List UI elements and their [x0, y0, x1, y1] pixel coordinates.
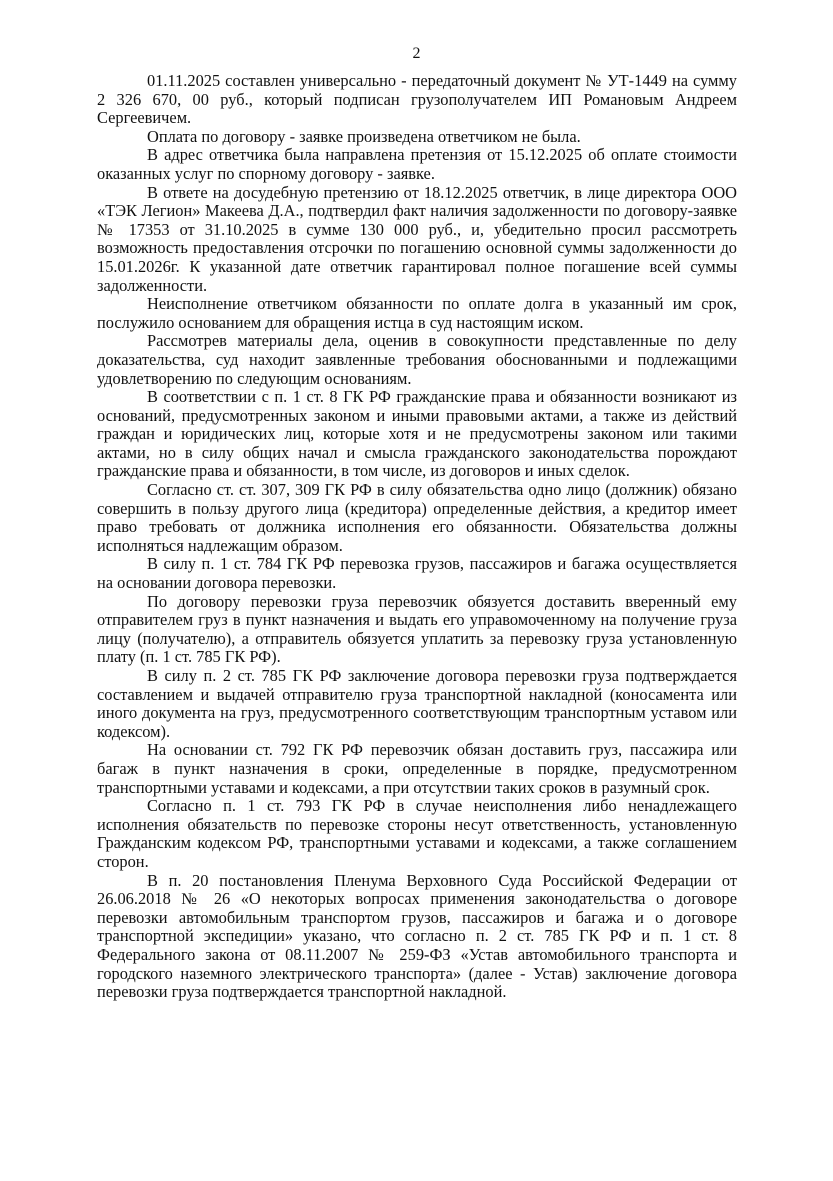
paragraph-civil-code-art-784: В силу п. 1 ст. 784 ГК РФ перевозка грузов, пассажиров и багажа осуществляется на основании договора перевозки.	[97, 554, 737, 593]
paragraph-claim-response: В ответе на досудебную претензию от 18.12.2025 ответчик, в лице директора ООО «ТЭК Легион» Макеева Д.А., подтвердил факт наличия задолженности по договору-заявке № 17353 от 31.10.2025 в сумме 130 000 руб., и, убедительно просил рассмотреть возможность предоставления отсрочки по погашению основной суммы задолженности до 15.01.2026г. К указанной дате ответчик гарантировал полное погашение всей суммы задолженности.	[97, 182, 737, 295]
paragraph-nonperformance: Неисполнение ответчиком обязанности по оплате долга в указанный им срок, послужило основанием для обращения истца в суд настоящим иском.	[97, 294, 737, 332]
paragraph-civil-code-art-785: В силу п. 2 ст. 785 ГК РФ заключение договора перевозки груза подтверждается составлением и выдачей отправителю груза транспортной накладной (коносамента или иного документа на груз, предусмотренного соответствующим транспортным уставом или кодексом).	[97, 666, 737, 741]
paragraph-plenum-resolution: В п. 20 постановления Пленума Верховного Суда Российской Федерации от 26.06.2018 № 26 «О некоторых вопросах применения законодательства о договоре перевозки автомобильным транспортом грузов, пассажиров и багажа и о договоре транспортной экспедиции» указано, что согласно п. 2 ст. 785 ГК РФ и п. 1 ст. 8 Федерального закона от 08.11.2007 № 259-ФЗ «Устав автомобильного транспорта и городского наземного электрического транспорта» (далее - Устав) заключение договора перевозки груза подтверждается транспортной накладной.	[97, 870, 737, 1002]
paragraph-carriage-contract: По договору перевозки груза перевозчик обязуется доставить вверенный ему отправителем груз в пункт назначения и выдать его управомоченному на получение груза лицу (получателю), а отправитель обязуется уплатить за перевозку груза установленную плату (п. 1 ст. 785 ГК РФ).	[97, 591, 737, 667]
paragraph-payment-not-made: Оплата по договору - заявке произведена ответчиком не была.	[147, 126, 581, 146]
document-body	[97, 72, 737, 1002]
paragraph-upd-document: 01.11.2025 составлен универсально - передаточный документ № УТ-1449 на сумму 2 326 670, 00 руб., который подписан грузополучателем ИП Романовым Андреем Сергеевичем.	[97, 71, 737, 128]
page-number: 2	[412, 45, 421, 62]
paragraph-court-assessment: Рассмотрев материалы дела, оценив в совокупности представленные по делу доказательства, суд находит заявленные требования обоснованными и подлежащими удовлетворению по следующим основаниям.	[97, 331, 737, 388]
paragraph-civil-code-art-793: Согласно п. 1 ст. 793 ГК РФ в случае неисполнения либо ненадлежащего исполнения обязательств по перевозке стороны несут ответственность, установленную Гражданским кодексом РФ, транспортными уставами и кодексами, а также соглашением сторон.	[97, 796, 737, 871]
paragraph-civil-code-art-792: На основании ст. 792 ГК РФ перевозчик обязан доставить груз, пассажира или багаж в пункт назначения в сроки, определенные в порядке, предусмотренном транспортными уставами и кодексами, а при отсутствии таких сроков в разумный срок.	[97, 740, 737, 797]
paragraph-civil-code-art-8: В соответствии с п. 1 ст. 8 ГК РФ гражданские права и обязанности возникают из оснований, предусмотренных законом и иными правовыми актами, а также из действий граждан и юридических лиц, которые хотя и не предусмотрены законом или такими актами, но в силу общих начал и смысла гражданского законодательства порождают гражданские права и обязанности, в том числе, из договоров и иных сделок.	[97, 387, 737, 481]
paragraph-claim-sent: В адрес ответчика была направлена претензия от 15.12.2025 об оплате стоимости оказанных услуг по спорному договору - заявке.	[97, 145, 737, 183]
paragraph-civil-code-art-307-309: Согласно ст. ст. 307, 309 ГК РФ в силу обязательства одно лицо (должник) обязано совершить в пользу другого лица (кредитора) определенные действия, а кредитор имеет право требовать от должника исполнения его обязанности. Обязательства должны исполняться надлежащим образом.	[97, 480, 737, 555]
